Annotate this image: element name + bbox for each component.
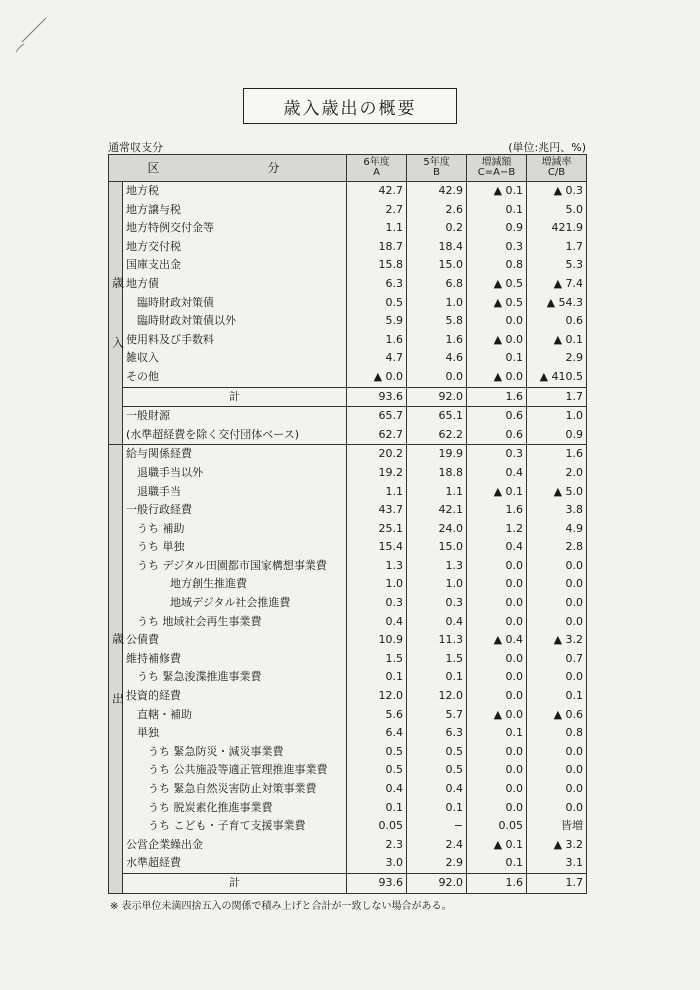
- value-fy6: 2.3: [347, 836, 407, 855]
- value-fy6: 2.7: [347, 201, 407, 220]
- value-fy6: 0.4: [347, 780, 407, 799]
- value-fy5: 15.0: [407, 256, 467, 275]
- value-fy6: 65.7: [347, 407, 407, 426]
- value-rate: 0.0: [527, 799, 587, 818]
- table-row: [109, 387, 587, 407]
- value-fy5: 1.0: [407, 575, 467, 594]
- row-label: 雑収入: [123, 349, 347, 368]
- value-fy5: 1.6: [407, 331, 467, 350]
- value-change: 1.6: [467, 501, 527, 520]
- revenue-side-label: [109, 182, 123, 445]
- value-fy6: 15.8: [347, 256, 407, 275]
- value-fy6: 1.3: [347, 557, 407, 576]
- value-change: 0.4: [467, 464, 527, 483]
- budget-table: [108, 154, 587, 894]
- row-label: 一般行政経費: [123, 501, 347, 520]
- value-fy5: 0.1: [407, 668, 467, 687]
- row-label: 地方特例交付金等: [123, 219, 347, 238]
- value-change: ▲ 0.1: [467, 483, 527, 502]
- value-fy6: 20.2: [347, 445, 407, 464]
- value-change: 0.1: [467, 349, 527, 368]
- header-c: [467, 155, 527, 182]
- value-fy6: 0.5: [347, 761, 407, 780]
- header-a-top: 6年度: [363, 157, 390, 168]
- value-fy5: 42.9: [407, 182, 467, 201]
- table-row: [109, 312, 587, 331]
- value-fy6: 1.1: [347, 219, 407, 238]
- value-fy6: 0.05: [347, 817, 407, 836]
- value-rate: 1.7: [527, 387, 587, 407]
- row-label: 計: [123, 387, 347, 407]
- value-change: 0.0: [467, 668, 527, 687]
- row-label: 水準超経費: [123, 854, 347, 873]
- value-rate: 0.0: [527, 668, 587, 687]
- header-d-top: 増減率: [541, 157, 572, 168]
- value-change: ▲ 0.0: [467, 706, 527, 725]
- value-rate: 0.9: [527, 426, 587, 445]
- table-row: [109, 219, 587, 238]
- revenue-side-char: 歳: [112, 276, 125, 291]
- footnote: ※ 表示単位未満四捨五入の関係で積み上げと合計が一致しない場合がある。: [110, 901, 452, 912]
- value-rate: 皆増: [527, 817, 587, 836]
- value-fy5: 11.3: [407, 631, 467, 650]
- value-fy6: 5.6: [347, 706, 407, 725]
- value-fy6: 62.7: [347, 426, 407, 445]
- value-rate: 0.7: [527, 650, 587, 669]
- value-rate: 0.0: [527, 594, 587, 613]
- value-fy5: 2.4: [407, 836, 467, 855]
- table-row: [109, 407, 587, 426]
- value-rate: ▲ 0.1: [527, 331, 587, 350]
- value-fy6: 1.6: [347, 331, 407, 350]
- value-change: 0.0: [467, 761, 527, 780]
- table-row: [109, 817, 587, 836]
- table-row: [109, 331, 587, 350]
- row-label: うち 公共施設等適正管理推進事業費: [123, 761, 347, 780]
- value-change: 1.6: [467, 387, 527, 407]
- row-label: 地方税: [123, 182, 347, 201]
- row-label: 計: [123, 873, 347, 893]
- value-fy6: 1.5: [347, 650, 407, 669]
- value-change: 0.4: [467, 538, 527, 557]
- value-fy5: 15.0: [407, 538, 467, 557]
- header-category: 区 分: [109, 155, 347, 182]
- header-c-bottom: C=A−B: [477, 167, 516, 178]
- expenditure-side-char: 出: [112, 691, 125, 706]
- row-label: うち 緊急浚渫推進事業費: [123, 668, 347, 687]
- row-label: 地方譲与税: [123, 201, 347, 220]
- row-label: うち 脱炭素化推進事業費: [123, 799, 347, 818]
- value-change: 0.0: [467, 594, 527, 613]
- value-rate: ▲ 5.0: [527, 483, 587, 502]
- row-label: (水準超経費を除く交付団体ベース): [123, 426, 347, 445]
- value-rate: 2.8: [527, 538, 587, 557]
- row-label: 公債費: [123, 631, 347, 650]
- value-rate: ▲ 410.5: [527, 368, 587, 387]
- value-change: 0.1: [467, 201, 527, 220]
- table-row: [109, 368, 587, 387]
- value-fy6: 0.5: [347, 294, 407, 313]
- table-row: [109, 445, 587, 464]
- value-rate: ▲ 0.3: [527, 182, 587, 201]
- value-fy6: 6.3: [347, 275, 407, 294]
- value-rate: 5.3: [527, 256, 587, 275]
- row-label: 一般財源: [123, 407, 347, 426]
- header-a: [347, 155, 407, 182]
- row-label: うち 緊急防災・減災事業費: [123, 743, 347, 762]
- value-change: 1.2: [467, 520, 527, 539]
- value-change: ▲ 0.0: [467, 368, 527, 387]
- value-rate: 1.7: [527, 238, 587, 257]
- row-label: 臨時財政対策債以外: [123, 312, 347, 331]
- value-fy5: 18.8: [407, 464, 467, 483]
- value-change: 0.1: [467, 724, 527, 743]
- value-rate: ▲ 0.6: [527, 706, 587, 725]
- value-rate: 4.9: [527, 520, 587, 539]
- value-rate: ▲ 3.2: [527, 836, 587, 855]
- header-row: [109, 155, 587, 182]
- value-fy5: 0.3: [407, 594, 467, 613]
- table-row: [109, 650, 587, 669]
- value-fy6: 0.4: [347, 613, 407, 632]
- row-label: 公営企業繰出金: [123, 836, 347, 855]
- revenue-side-char: 入: [112, 336, 125, 351]
- header-a-bottom: A: [373, 167, 380, 178]
- value-fy5: 92.0: [407, 387, 467, 407]
- value-fy5: 18.4: [407, 238, 467, 257]
- value-change: ▲ 0.0: [467, 331, 527, 350]
- value-fy5: 12.0: [407, 687, 467, 706]
- table-row: [109, 557, 587, 576]
- table-row: [109, 538, 587, 557]
- value-fy6: 43.7: [347, 501, 407, 520]
- value-rate: ▲ 54.3: [527, 294, 587, 313]
- value-fy5: 0.0: [407, 368, 467, 387]
- value-fy5: 1.3: [407, 557, 467, 576]
- value-change: 0.0: [467, 613, 527, 632]
- header-d-bottom: C/B: [547, 167, 566, 178]
- table-row: [109, 256, 587, 275]
- table-row: [109, 426, 587, 445]
- value-rate: 0.0: [527, 743, 587, 762]
- row-label: 退職手当: [123, 483, 347, 502]
- value-change: 0.05: [467, 817, 527, 836]
- value-change: 0.8: [467, 256, 527, 275]
- row-label: 地方創生推進費: [123, 575, 347, 594]
- value-fy6: 1.0: [347, 575, 407, 594]
- row-label: うち 地域社会再生事業費: [123, 613, 347, 632]
- value-rate: 0.0: [527, 613, 587, 632]
- value-rate: 0.1: [527, 687, 587, 706]
- value-fy5: 0.1: [407, 799, 467, 818]
- value-change: 0.9: [467, 219, 527, 238]
- value-fy5: 24.0: [407, 520, 467, 539]
- header-b: [407, 155, 467, 182]
- value-rate: 3.8: [527, 501, 587, 520]
- value-fy6: 0.3: [347, 594, 407, 613]
- value-fy6: 3.0: [347, 854, 407, 873]
- unit-label: (単位:兆円、%): [508, 141, 586, 154]
- table-row: [109, 201, 587, 220]
- value-fy5: 62.2: [407, 426, 467, 445]
- value-fy5: 0.2: [407, 219, 467, 238]
- value-rate: 2.0: [527, 464, 587, 483]
- value-fy6: 0.1: [347, 668, 407, 687]
- value-rate: 3.1: [527, 854, 587, 873]
- value-rate: 0.6: [527, 312, 587, 331]
- value-fy5: 0.4: [407, 780, 467, 799]
- value-fy6: 15.4: [347, 538, 407, 557]
- row-label: 直轄・補助: [123, 706, 347, 725]
- value-fy6: 18.7: [347, 238, 407, 257]
- value-rate: 1.7: [527, 873, 587, 893]
- expenditure-side-char: 歳: [112, 631, 125, 646]
- value-fy6: 19.2: [347, 464, 407, 483]
- value-fy5: 1.0: [407, 294, 467, 313]
- value-change: ▲ 0.5: [467, 294, 527, 313]
- value-rate: 2.9: [527, 349, 587, 368]
- value-change: ▲ 0.4: [467, 631, 527, 650]
- value-rate: 421.9: [527, 219, 587, 238]
- value-fy6: 12.0: [347, 687, 407, 706]
- row-label: 単独: [123, 724, 347, 743]
- row-label: うち 補助: [123, 520, 347, 539]
- value-rate: 1.0: [527, 407, 587, 426]
- subtitle: 通常収支分: [108, 141, 163, 154]
- value-change: 0.1: [467, 854, 527, 873]
- row-label: 臨時財政対策債: [123, 294, 347, 313]
- row-label: うち 緊急自然災害防止対策事業費: [123, 780, 347, 799]
- revenue-section: [109, 182, 587, 445]
- row-label: 地域デジタル社会推進費: [123, 594, 347, 613]
- value-change: 0.0: [467, 575, 527, 594]
- value-rate: 5.0: [527, 201, 587, 220]
- value-fy6: 4.7: [347, 349, 407, 368]
- value-rate: 0.0: [527, 761, 587, 780]
- page-title: 歳入歳出の概要: [243, 88, 457, 124]
- table-row: [109, 687, 587, 706]
- value-rate: 1.6: [527, 445, 587, 464]
- table-row: [109, 501, 587, 520]
- value-fy5: 2.6: [407, 201, 467, 220]
- row-label: 地方債: [123, 275, 347, 294]
- value-fy6: 0.1: [347, 799, 407, 818]
- header-b-bottom: B: [433, 167, 440, 178]
- table-row: [109, 668, 587, 687]
- value-change: 0.0: [467, 557, 527, 576]
- value-change: ▲ 0.1: [467, 836, 527, 855]
- value-fy5: 0.4: [407, 613, 467, 632]
- value-fy5: 19.9: [407, 445, 467, 464]
- row-label: 国庫支出金: [123, 256, 347, 275]
- value-fy6: 1.1: [347, 483, 407, 502]
- value-fy6: 25.1: [347, 520, 407, 539]
- value-change: 0.3: [467, 238, 527, 257]
- value-rate: 0.0: [527, 557, 587, 576]
- table-row: [109, 799, 587, 818]
- value-fy5: 0.5: [407, 743, 467, 762]
- table-row: [109, 575, 587, 594]
- table-row: [109, 613, 587, 632]
- value-fy6: 10.9: [347, 631, 407, 650]
- table-row: [109, 520, 587, 539]
- value-change: 0.0: [467, 650, 527, 669]
- table-row: [109, 706, 587, 725]
- value-fy5: 2.9: [407, 854, 467, 873]
- table-row: [109, 594, 587, 613]
- table-row: [109, 836, 587, 855]
- value-fy5: 65.1: [407, 407, 467, 426]
- pen-mark-small-icon: [14, 40, 34, 60]
- value-change: 0.0: [467, 780, 527, 799]
- row-label: 使用料及び手数料: [123, 331, 347, 350]
- row-label: その他: [123, 368, 347, 387]
- value-change: ▲ 0.1: [467, 182, 527, 201]
- value-change: 0.0: [467, 687, 527, 706]
- value-rate: ▲ 7.4: [527, 275, 587, 294]
- value-fy6: 0.5: [347, 743, 407, 762]
- value-change: 0.0: [467, 743, 527, 762]
- header-c-top: 増減額: [481, 157, 512, 168]
- value-fy5: 0.5: [407, 761, 467, 780]
- value-change: 0.0: [467, 312, 527, 331]
- value-rate: 0.0: [527, 575, 587, 594]
- value-fy5: 42.1: [407, 501, 467, 520]
- expenditure-section: [109, 445, 587, 893]
- value-fy6: 5.9: [347, 312, 407, 331]
- value-fy6: ▲ 0.0: [347, 368, 407, 387]
- value-fy5: 6.3: [407, 724, 467, 743]
- row-label: うち デジタル田園都市国家構想事業費: [123, 557, 347, 576]
- value-fy5: −: [407, 817, 467, 836]
- header-d: [527, 155, 587, 182]
- table-row: [109, 275, 587, 294]
- expenditure-side-label: [109, 445, 123, 893]
- table-row: [109, 743, 587, 762]
- value-fy6: 93.6: [347, 873, 407, 893]
- value-fy6: 42.7: [347, 182, 407, 201]
- row-label: 維持補修費: [123, 650, 347, 669]
- row-label: うち こども・子育て支援事業費: [123, 817, 347, 836]
- row-label: 給与関係経費: [123, 445, 347, 464]
- value-change: 0.6: [467, 426, 527, 445]
- row-label: 投資的経費: [123, 687, 347, 706]
- row-label: うち 単独: [123, 538, 347, 557]
- value-fy6: 6.4: [347, 724, 407, 743]
- value-fy5: 4.6: [407, 349, 467, 368]
- value-change: ▲ 0.5: [467, 275, 527, 294]
- table-row: [109, 854, 587, 873]
- table-row: [109, 780, 587, 799]
- value-change: 0.3: [467, 445, 527, 464]
- table-row: [109, 761, 587, 780]
- value-rate: ▲ 3.2: [527, 631, 587, 650]
- table-row: [109, 238, 587, 257]
- table-row: [109, 631, 587, 650]
- value-rate: 0.0: [527, 780, 587, 799]
- header-b-top: 5年度: [423, 157, 450, 168]
- value-rate: 0.8: [527, 724, 587, 743]
- value-change: 1.6: [467, 873, 527, 893]
- value-fy5: 6.8: [407, 275, 467, 294]
- table-row: [109, 873, 587, 893]
- value-change: 0.6: [467, 407, 527, 426]
- value-fy5: 5.7: [407, 706, 467, 725]
- value-fy6: 93.6: [347, 387, 407, 407]
- table-row: [109, 349, 587, 368]
- table-row: [109, 294, 587, 313]
- value-change: 0.0: [467, 799, 527, 818]
- value-fy5: 1.1: [407, 483, 467, 502]
- value-fy5: 5.8: [407, 312, 467, 331]
- value-fy5: 92.0: [407, 873, 467, 893]
- table-row: [109, 483, 587, 502]
- row-label: 地方交付税: [123, 238, 347, 257]
- value-fy5: 1.5: [407, 650, 467, 669]
- table-row: [109, 724, 587, 743]
- row-label: 退職手当以外: [123, 464, 347, 483]
- table-row: [109, 464, 587, 483]
- table-row: [109, 182, 587, 201]
